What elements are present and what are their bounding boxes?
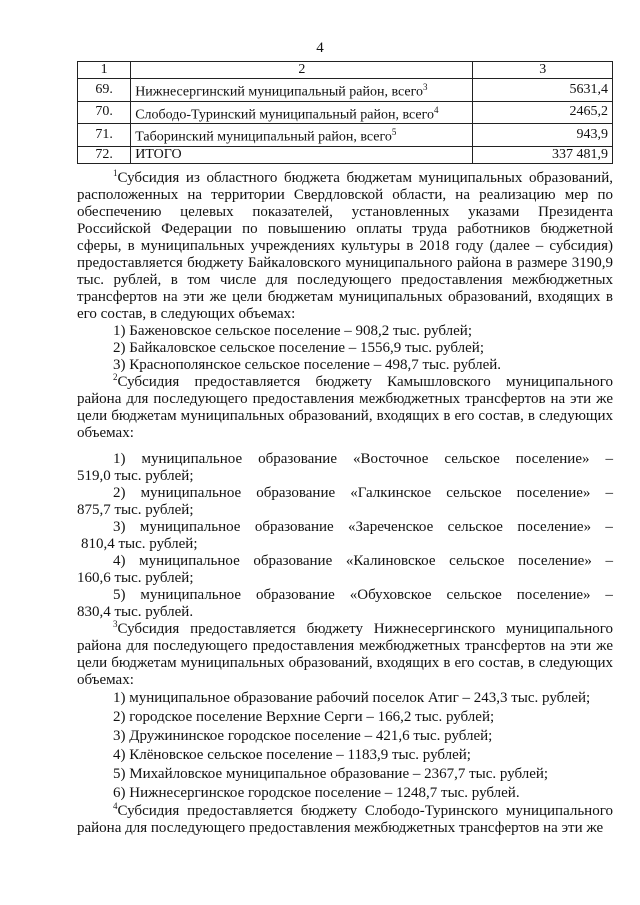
row-name-text: Нижнесергинский муниципальный район, всего <box>135 84 423 100</box>
row-name <box>131 101 473 124</box>
list-item: 5) Михайловское муниципальное образование – 2367,7 тыс. рублей; <box>113 766 549 782</box>
row-value: 337 481,9 <box>473 146 613 163</box>
row-value: 5631,4 <box>473 79 613 102</box>
list-item-line <box>77 451 613 468</box>
item-tail: 875,7 тыс. рублей; <box>77 502 194 518</box>
footnote-2-text <box>77 374 613 442</box>
item-number: 4) <box>113 553 126 569</box>
item-tail: 519,0 тыс. рублей; <box>77 468 194 484</box>
list-item-line <box>77 587 613 604</box>
row-name <box>131 79 473 102</box>
footnote-3-text <box>77 621 613 689</box>
item-tail: 160,6 тыс. рублей; <box>77 570 194 586</box>
item-word: сельское <box>446 587 502 603</box>
table-header-cell: 3 <box>473 62 613 79</box>
list-item <box>77 553 613 587</box>
item-dash: – <box>605 553 613 569</box>
subsidy-table <box>77 61 613 164</box>
item-word: образование <box>255 587 335 603</box>
item-number: 3) <box>113 519 126 535</box>
footnote-1-body: Субсидия из областного бюджета бюджетам муниципальных образований, расположенных на территории Свердловской области, на реализацию мер по обеспечению целевых показателей, установленных указами Президента Российской Федерации по повышению оплаты труда работников бюджетной сферы, в муниципальных учреждениях культуры в 2018 году (далее – субсидия) предоставляется бюджету Байкаловского муниципального района в размере 3190,9 тыс. рублей, в том числе для последующего предоставления межбюджетных трансфертов на эти же цели бюджетам муниципальных образований, входящих в его состав, в следующих объемах: <box>77 170 613 322</box>
table-row <box>78 79 613 102</box>
item-word: «Восточное <box>352 451 429 467</box>
footnote-marker: 2 <box>113 372 118 382</box>
item-word: сельское <box>447 519 503 535</box>
item-word: муниципальное <box>140 587 242 603</box>
item-word: сельское <box>446 485 502 501</box>
table-header-cell: 1 <box>78 62 131 79</box>
list-item <box>77 485 613 519</box>
list-item: 6) Нижнесергинское городское поселение – 1248,7 тыс. рублей. <box>113 785 520 801</box>
footnote-marker: 3 <box>113 619 118 629</box>
item-word: муниципальное <box>140 485 242 501</box>
page-number: 4 <box>316 40 324 56</box>
item-word: поселение» <box>518 553 592 569</box>
list-item-line <box>77 553 613 570</box>
footnote-4-text <box>77 803 613 837</box>
table-row <box>78 124 613 147</box>
list-item: 1) муниципальное образование рабочий поселок Атиг – 243,3 тыс. рублей; <box>113 690 591 706</box>
footnote-1-text <box>77 170 613 323</box>
footnote-ref: 3 <box>422 82 428 92</box>
row-number: 72. <box>78 146 131 163</box>
row-value: 2465,2 <box>473 101 613 124</box>
table-row <box>78 101 613 124</box>
item-number: 5) <box>113 587 126 603</box>
list-item <box>77 451 613 485</box>
item-dash: – <box>605 485 613 501</box>
item-word: муниципальное <box>141 451 243 467</box>
row-number: 70. <box>78 101 131 124</box>
item-word: «Обуховское <box>349 587 432 603</box>
row-number: 71. <box>78 124 131 147</box>
row-name <box>131 124 473 147</box>
row-name-text: Слободо-Туринский муниципальный район, всего <box>135 107 434 123</box>
list-item <box>77 519 613 553</box>
list-item: 4) Клёновское сельское поселение – 1183,9 тыс. рублей; <box>113 747 471 763</box>
list-item: 1) Баженовское сельское поселение – 908,2 тыс. рублей; <box>113 323 472 339</box>
item-word: образование <box>258 451 337 467</box>
item-number: 1) <box>113 451 126 467</box>
item-word: поселение» <box>516 587 591 603</box>
item-word: образование <box>256 485 336 501</box>
footnote-4-body: Субсидия предоставляется бюджету Слободо-Туринского муниципального района для последующего предоставления межбюджетных трансфертов на эти же <box>77 803 613 836</box>
row-name <box>131 146 473 163</box>
table-row <box>78 146 613 163</box>
item-word: поселение» <box>517 519 592 535</box>
item-tail: 830,4 тыс. рублей. <box>77 604 194 620</box>
item-dash: – <box>605 451 613 467</box>
item-word: сельское <box>444 451 500 467</box>
item-dash: – <box>605 519 613 535</box>
list-item <box>77 587 613 621</box>
footnote-marker: 1 <box>113 168 118 178</box>
list-item: 2) городское поселение Верхние Серги – 166,2 тыс. рублей; <box>113 709 495 725</box>
row-value: 943,9 <box>473 124 613 147</box>
footnote-3-body: Субсидия предоставляется бюджету Нижнесергинского муниципального района для последующего предоставления межбюджетных трансфертов на эти же цели бюджетам муниципальных образований, входящих в его состав, в следующих объемах: <box>77 621 613 688</box>
list-item: 2) Байкаловское сельское поселение – 1556,9 тыс. рублей; <box>113 340 484 356</box>
list-item-line <box>77 519 613 536</box>
item-word: «Калиновское <box>345 553 436 569</box>
item-word: «Галкинское <box>350 485 432 501</box>
row-number: 69. <box>78 79 131 102</box>
item-number: 2) <box>113 485 126 501</box>
footnote-ref: 4 <box>434 104 439 115</box>
item-word: образование <box>253 553 333 569</box>
row-name-text: Таборинский муниципальный район, всего <box>135 129 392 145</box>
list-item-line <box>77 485 613 502</box>
item-dash: – <box>605 587 613 603</box>
item-word: муниципальное <box>139 519 241 535</box>
item-word: муниципальное <box>139 553 240 569</box>
table-header-row <box>78 62 613 79</box>
item-word: образование <box>254 519 334 535</box>
table-header-cell: 2 <box>131 62 473 79</box>
item-word: сельское <box>449 553 505 569</box>
row-name-text: ИТОГО <box>135 146 182 162</box>
item-word: поселение» <box>515 451 590 467</box>
footnote-ref: 5 <box>391 127 397 138</box>
list-item: 3) Дружининское городское поселение – 421,6 тыс. рублей; <box>113 728 493 744</box>
footnote-2-body: Субсидия предоставляется бюджету Камышловского муниципального района для последующего предоставления межбюджетных трансфертов на эти же цели бюджетам муниципальных образований, входящих в его состав, в следующих объемах: <box>77 374 613 441</box>
item-word: «Зареченское <box>348 519 434 535</box>
item-tail: 810,4 тыс. рублей; <box>81 536 198 552</box>
list-item: 3) Краснополянское сельское поселение – 498,7 тыс. рублей. <box>113 357 502 373</box>
item-word: поселение» <box>516 485 591 501</box>
footnote-marker: 4 <box>113 801 118 811</box>
